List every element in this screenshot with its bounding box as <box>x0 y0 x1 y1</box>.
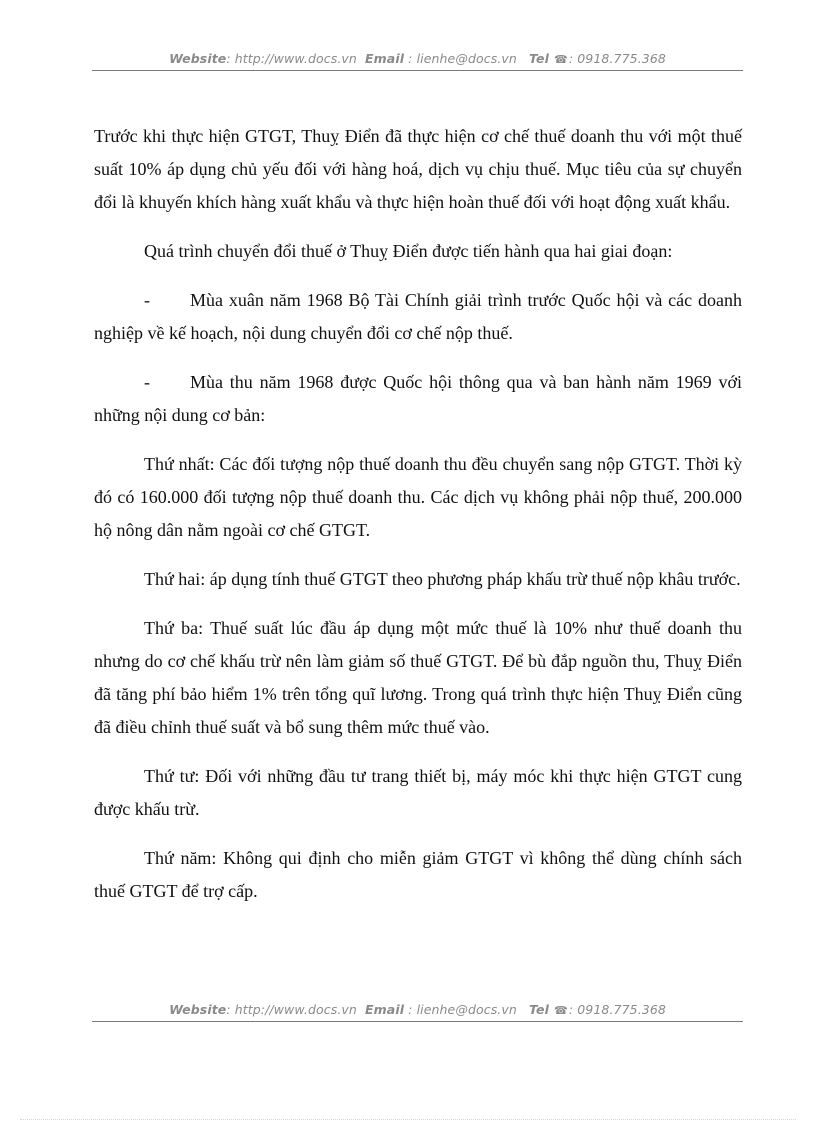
header-website-link[interactable]: : http://www.docs.vn <box>226 51 357 66</box>
footer-rule <box>92 1002 743 1022</box>
footer-tel-label: Tel <box>528 1002 549 1017</box>
header-email-label: Email <box>365 51 405 66</box>
footer-email-link[interactable]: : lienhe@docs.vn <box>404 1002 517 1017</box>
list-item-text: Mùa xuân năm 1968 Bộ Tài Chính giải trình trước Quốc hội và các doanh nghiệp về kế hoạch, nội dung chuyển đổi cơ chế nộp thuế. <box>94 290 742 343</box>
paragraph-third: Thứ ba: Thuế suất lúc đầu áp dụng một mức thuế là 10% như thuế doanh thu nhưng do cơ chế khấu trừ nên làm giảm số thuế GTGT. Để bù đắp nguồn thu, Thuỵ Điển đã tăng phí bảo hiểm 1% trên tổng quĩ lương. Trong quá trình thực hiện Thuỵ Điển cũng đã điều chỉnh thuế suất và bổ sung thêm mức thuế vào. <box>94 618 742 737</box>
page-bottom-divider <box>20 1119 796 1120</box>
list-item-spring-1968 <box>94 284 742 350</box>
header-email-link[interactable]: : lienhe@docs.vn <box>404 51 517 66</box>
list-item-text: Mùa thu năm 1968 được Quốc hội thông qua và ban hành năm 1969 với những nội dung cơ bản: <box>94 372 742 425</box>
list-item-autumn-1968 <box>94 366 742 432</box>
header-website-label: Website <box>169 51 227 66</box>
header-tel-value: : 0918.775.368 <box>568 51 666 66</box>
page-footer <box>92 1002 743 1022</box>
page-header <box>92 51 743 71</box>
paragraph-second: Thứ hai: áp dụng tính thuế GTGT theo phương pháp khấu trừ thuế nộp khâu trước. <box>144 569 741 589</box>
paragraph-intro: Trước khi thực hiện GTGT, Thuỵ Điển đã thực hiện cơ chế thuế doanh thu với một thuế suất 10% áp dụng chủ yếu đối với hàng hoá, dịch vụ chịu thuế. Mục tiêu của sự chuyển đổi là khuyến khích hàng xuất khẩu và thực hiện hoàn thuế đối với hoạt động xuất khẩu. <box>94 126 742 212</box>
footer-website-label: Website <box>169 1002 227 1017</box>
footer-email-label: Email <box>365 1002 405 1017</box>
paragraph-process: Quá trình chuyển đổi thuế ở Thuỵ Điển được tiến hành qua hai giai đoạn: <box>144 241 673 261</box>
telephone-icon: ☎ <box>554 53 568 66</box>
paragraph-fifth: Thứ năm: Không qui định cho miễn giảm GTGT vì không thể dùng chính sách thuế GTGT để trợ cấp. <box>94 848 742 901</box>
header-rule <box>92 51 743 71</box>
footer-tel-value: : 0918.775.368 <box>568 1002 666 1017</box>
telephone-icon: ☎ <box>554 1004 568 1017</box>
footer-website-link[interactable]: : http://www.docs.vn <box>226 1002 357 1017</box>
bullet-dash: - <box>144 290 150 310</box>
document-body <box>94 120 742 924</box>
paragraph-first: Thứ nhất: Các đối tượng nộp thuế doanh thu đều chuyển sang nộp GTGT. Thời kỳ đó có 160.000 đối tượng nộp thuế doanh thu. Các dịch vụ không phải nộp thuế, 200.000 hộ nông dân nằm ngoài cơ chế GTGT. <box>94 454 742 540</box>
header-tel-label: Tel <box>528 51 549 66</box>
bullet-dash: - <box>144 372 150 392</box>
paragraph-fourth: Thứ tư: Đối với những đầu tư trang thiết bị, máy móc khi thực hiện GTGT cung được khấu trừ. <box>94 766 742 819</box>
